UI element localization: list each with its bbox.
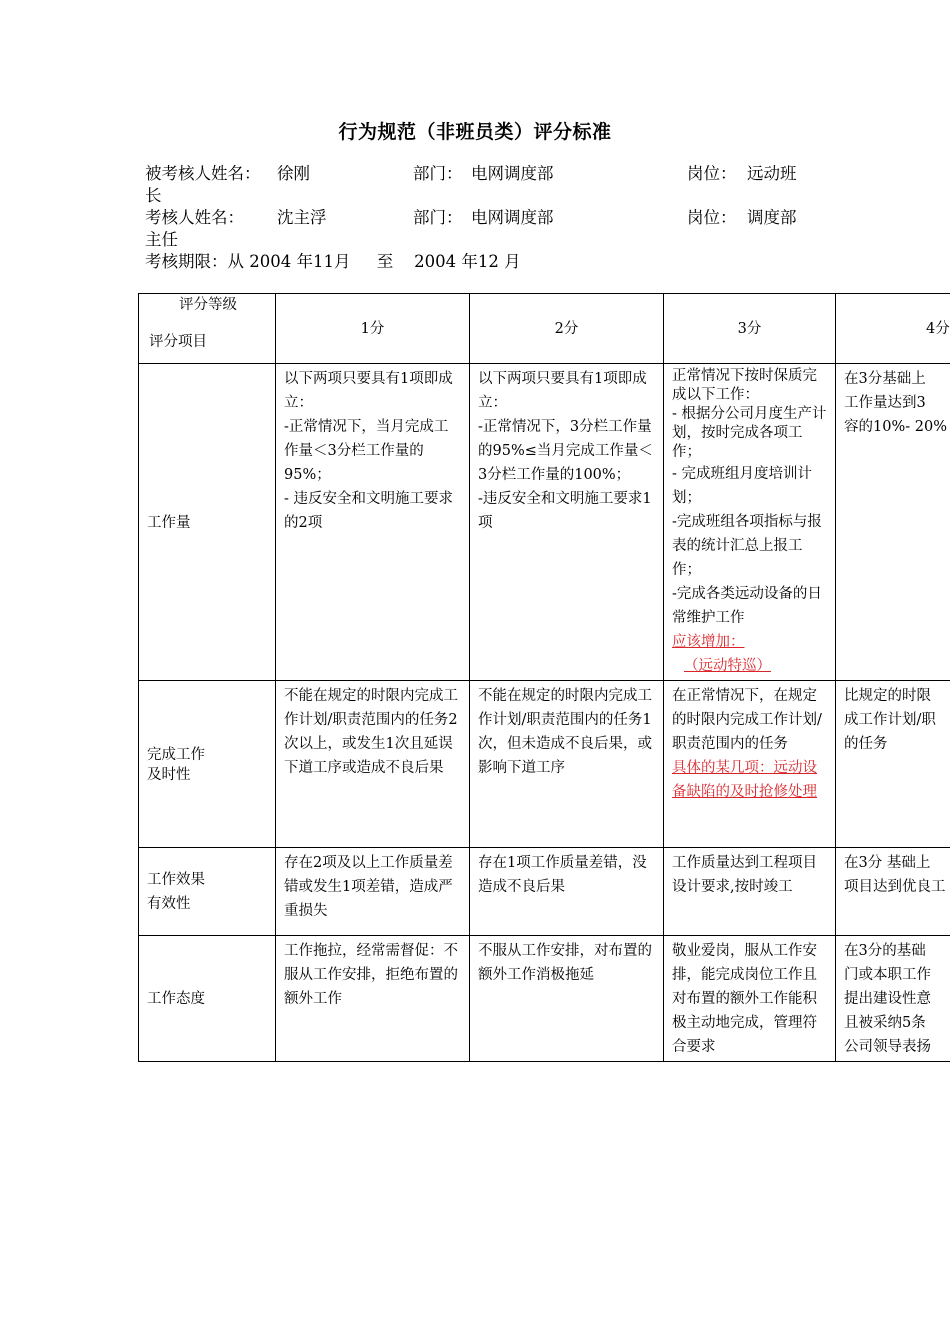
attitude-score-1: 工作拖拉，经常需督促：不服从工作安排，拒绝布置的额外工作: [276, 936, 470, 1062]
red-note: 具体的某几项：远动设备缺陷的及时抢修处理: [672, 760, 817, 800]
cell-line: - 根据分公司月度生产计划，按时完成各项工作；: [672, 406, 827, 460]
row-label-line: 工作效果: [147, 872, 205, 888]
effectiveness-score-3: 工作质量达到工程项目设计要求,按时竣工: [664, 848, 836, 936]
post-label-2: 岗位：: [687, 208, 737, 227]
corner-item-label: 评分项目: [149, 334, 207, 350]
level-header-3: 3分: [664, 294, 836, 364]
row-label-line: 有效性: [147, 896, 191, 912]
dept-label-2: 部门：: [413, 208, 463, 227]
workload-score-3: [664, 364, 836, 681]
cell-text: 在正常情况下，在规定的时限内完成工作计划/职责范围内的任务: [672, 688, 822, 752]
timeliness-score-1: 不能在规定的时限内完成工作计划/职责范围内的任务2次以上，或发生1次且延误下道工序或造成不良后果: [276, 681, 470, 848]
post-value-1: 远动班: [747, 164, 797, 183]
cell-line: -完成各类远动设备的日常维护工作: [672, 586, 822, 626]
post-label-1: 岗位：: [687, 164, 737, 183]
examiner-label: 考核人姓名：: [145, 208, 244, 227]
table-row: [139, 848, 950, 936]
table-row: [139, 936, 950, 1062]
effectiveness-score-1: 存在2项及以上工作质量差错或发生1项差错，造成严重损失: [276, 848, 470, 936]
post-value-2-cont: 主任: [145, 230, 178, 249]
cell-line: 在3分基础上: [844, 371, 926, 387]
timeliness-score-4: [836, 681, 950, 848]
workload-score-1: [276, 364, 470, 681]
cell-line: 提出建设性意: [844, 991, 931, 1007]
examinee-name: 徐刚: [277, 164, 310, 183]
row-label-effectiveness: [139, 848, 276, 936]
cell-line: - 违反安全和文明施工要求的2项: [284, 491, 454, 531]
level-header-1: 1分: [276, 294, 470, 364]
workload-score-4: [836, 364, 950, 681]
cell-line: 在3分的基础: [844, 943, 926, 959]
cell-line: 公司领导表扬: [844, 1039, 931, 1055]
table-row: [139, 681, 950, 848]
corner-level-label: 评分等级: [179, 297, 237, 313]
cell-line: -正常情况下，当月完成工作量＜3分栏工作量的95%；: [284, 419, 449, 483]
cell-line: 以下两项只要具有1项即成立：: [478, 371, 647, 411]
cell-line: -违反安全和文明施工要求1项: [478, 491, 652, 531]
cell-line: 在3分 基础上: [844, 855, 931, 871]
cell-line: 门或本职工作: [844, 967, 931, 983]
scoring-table: [138, 293, 950, 1062]
cell-line: -正常情况下，3分栏工作量的95%≤当月完成工作量＜3分栏工作量的100%；: [478, 419, 653, 483]
cell-line: 以下两项只要具有1项即成立：: [284, 371, 453, 411]
cell-line: - 完成班组月度培训计划；: [672, 466, 813, 506]
timeliness-score-2: 不能在规定的时限内完成工作计划/职责范围内的任务1次，但未造成不良后果，或影响下道工序: [470, 681, 664, 848]
dept-label-1: 部门：: [413, 164, 463, 183]
effectiveness-score-4: [836, 848, 950, 936]
row-label-timeliness: [139, 681, 276, 848]
cell-line: 项目达到优良工: [844, 879, 946, 895]
red-note: （远动特巡）: [684, 658, 771, 674]
red-note: 应该增加：: [672, 634, 745, 650]
cell-line: 成工作计划/职: [844, 712, 936, 728]
workload-score-2: [470, 364, 664, 681]
cell-line: 比规定的时限: [844, 688, 931, 704]
examiner-name: 沈主浮: [277, 208, 327, 227]
dept-value-1: 电网调度部: [471, 164, 554, 183]
page-title: 行为规范（非班员类）评分标准: [338, 121, 612, 143]
post-value-2: 调度部: [747, 208, 797, 227]
timeliness-score-3: [664, 681, 836, 848]
cell-line: 正常情况下按时保质完成以下工作：: [672, 368, 817, 403]
examinee-label: 被考核人姓名：: [145, 164, 261, 183]
dept-value-2: 电网调度部: [471, 208, 554, 227]
row-label-line: 完成工作: [147, 746, 205, 763]
effectiveness-score-2: 存在1项工作质量差错，没造成不良后果: [470, 848, 664, 936]
cell-line: -完成班组各项指标与报表的统计汇总上报工作；: [672, 514, 822, 578]
row-label-attitude: 工作态度: [139, 936, 276, 1062]
attitude-score-4: [836, 936, 950, 1062]
row-label-line: 及时性: [147, 766, 191, 783]
cell-line: 且被采纳5条: [844, 1015, 926, 1031]
corner-cell: [139, 294, 276, 364]
level-header-4: 4分: [836, 294, 950, 364]
attitude-score-2: 不服从工作安排，对布置的额外工作消极拖延: [470, 936, 664, 1062]
attitude-score-3: 敬业爱岗，服从工作安排，能完成岗位工作且对布置的额外工作能积极主动地完成，管理符合要求: [664, 936, 836, 1062]
cell-line: 容的10%- 20%: [844, 419, 947, 435]
cell-line: 的任务: [844, 736, 888, 752]
row-label-workload: 工作量: [139, 364, 276, 681]
header-row: [139, 294, 950, 364]
post-value-1-cont: 长: [145, 186, 162, 205]
level-header-2: 2分: [470, 294, 664, 364]
period-text: 考核期限：从 2004 年11月 至 2004 年12 月: [145, 252, 521, 271]
table-row: [139, 364, 950, 681]
cell-line: 工作量达到3: [844, 395, 926, 411]
